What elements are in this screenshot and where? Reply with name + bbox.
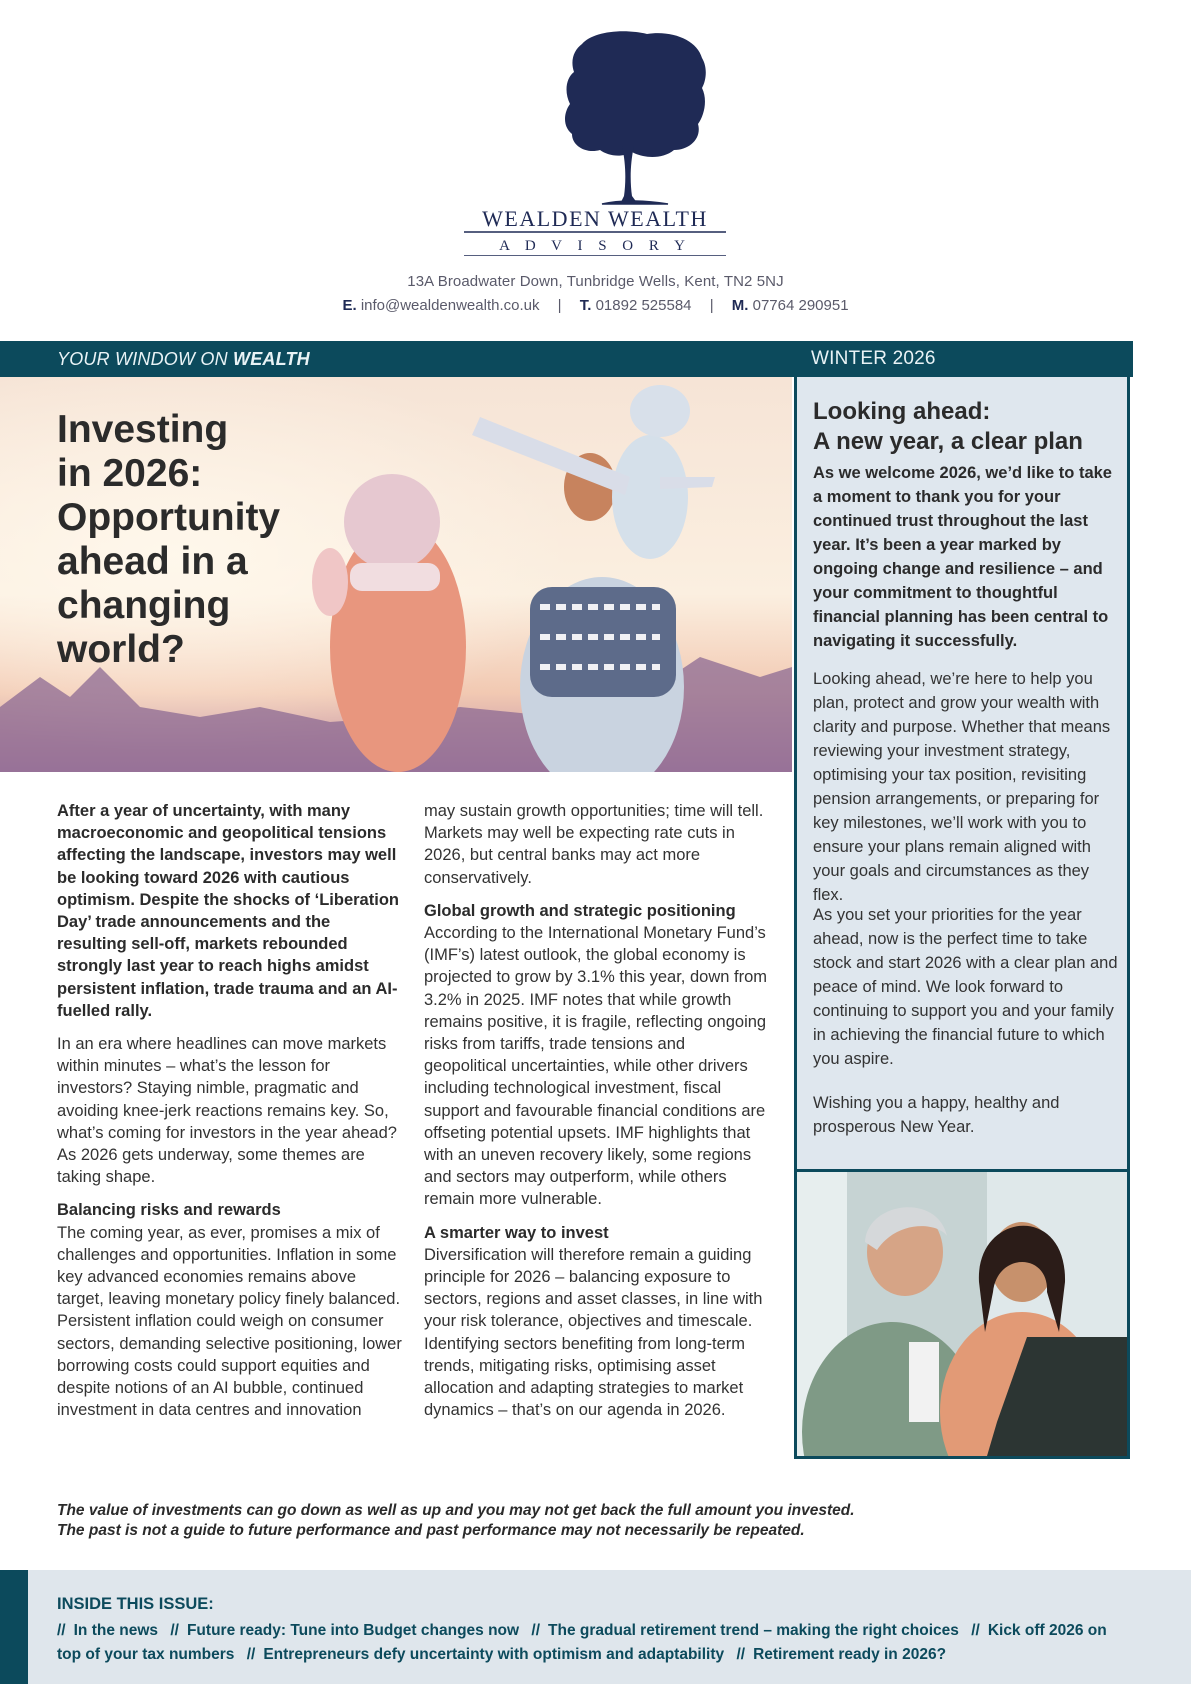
issue-contents-list bbox=[57, 1619, 1117, 1667]
tagline-emphasis: WEALTH bbox=[233, 349, 310, 369]
headline-line: changing bbox=[57, 584, 231, 627]
issue-item[interactable]: Kick off 2026 on top of your tax numbers bbox=[57, 1622, 1107, 1663]
footer-accent-bar bbox=[0, 1570, 28, 1684]
article-intro: In an era where headlines can move markets within minutes – what’s the lesson for investors? Staying nimble, pragmatic and avoiding knee-jerk reactions remains key. So, what’s coming for investors in the year ahead? As 2026 gets underway, some themes are taking shape. bbox=[57, 1035, 397, 1187]
risk-disclaimer bbox=[57, 1501, 855, 1541]
headline-line: Investing bbox=[57, 408, 229, 451]
headline-line: world? bbox=[57, 628, 185, 671]
email-link[interactable]: info@wealdenwealth.co.uk bbox=[360, 297, 540, 314]
panel-title-line: Looking ahead: bbox=[813, 398, 991, 425]
looking-ahead-panel bbox=[794, 377, 1130, 1172]
women-laptop-photo bbox=[797, 1172, 1127, 1456]
headline-line: ahead in a bbox=[57, 540, 248, 583]
phone-label: T. bbox=[579, 297, 592, 314]
separator: | bbox=[709, 297, 714, 314]
footer-heading: INSIDE THIS ISSUE: bbox=[57, 1595, 214, 1613]
advice-photo bbox=[794, 1172, 1130, 1459]
mobile-number[interactable]: 07764 290951 bbox=[752, 297, 849, 314]
tree-logo-icon bbox=[462, 26, 728, 256]
separator: // bbox=[531, 1622, 541, 1639]
article-lead: After a year of uncertainty, with many macroeconomic and geopolitical tensions affecting the landscape, investors may well be looking toward 2026 with cautious optimism. Despite the shocks of ‘Liberation Day’ trade announcements and the resulting sell-off, markets rebounded strongly last year to reach highs amidst persistent inflation, trade trauma and an AI-fuelled rally. bbox=[57, 802, 399, 1020]
article-column-2 bbox=[424, 800, 769, 1432]
panel-paragraph: As you set your priorities for the year ahead, now is the perfect time to take stock and start 2026 with a clear plan and peace of mind. We look forward to continuing to support you and your family in achieving the financial future to which you aspire. bbox=[813, 906, 1118, 1068]
edition-label: WINTER 2026 bbox=[811, 348, 936, 369]
mobile-label: M. bbox=[731, 297, 749, 314]
headline-line: Opportunity bbox=[57, 496, 281, 539]
issue-item[interactable]: Retirement ready in 2026? bbox=[753, 1646, 947, 1663]
section-heading: A smarter way to invest bbox=[424, 1223, 609, 1242]
masthead-banner bbox=[0, 341, 1133, 377]
logo-subtitle: A D V I S O R Y bbox=[499, 238, 691, 254]
headline-line: in 2026: bbox=[57, 452, 203, 495]
panel-lead: As we welcome 2026, we’d like to take a moment to thank you for your continued trust throughout the last year. It’s been a year marked by ongoing change and resilience – and your commitment to thoughtful financial planning has been central to navigating it successfully. bbox=[813, 464, 1112, 650]
issue-item[interactable]: The gradual retirement trend – making the right choices bbox=[548, 1622, 959, 1639]
issue-item[interactable]: In the news bbox=[73, 1622, 159, 1639]
separator: // bbox=[57, 1622, 66, 1639]
issue-item[interactable]: Future ready: Tune into Budget changes now bbox=[186, 1622, 520, 1639]
panel-paragraph: Looking ahead, we’re here to help you plan, protect and grow your wealth with clarity and purpose. Whether that means reviewing your investment strategy, optimising your tax position, revisiting pension arrangements, or preparing for key milestones, we’ll work with you to ensure your plans remain aligned with your goals and circumstances as they flex. bbox=[813, 670, 1111, 904]
separator: // bbox=[170, 1622, 179, 1639]
logo-wordmark: WEALDEN WEALTH bbox=[482, 206, 708, 231]
section-body-continued: may sustain growth opportunities; time will tell. Markets may well be expecting rate cuts in 2026, but central banks may act more conservatively. bbox=[424, 802, 764, 887]
hero-headline bbox=[57, 408, 280, 672]
company-address: 13A Broadwater Down, Tunbridge Wells, Kent, TN2 5NJ bbox=[407, 273, 784, 290]
contact-line bbox=[0, 297, 1191, 314]
disclaimer-line: The value of investments can go down as well as up and you may not get back the full amount you invested. bbox=[57, 1502, 855, 1519]
panel-paragraph: Wishing you a happy, healthy and prosperous New Year. bbox=[813, 1094, 1060, 1136]
disclaimer-line: The past is not a guide to future performance and past performance may not necessarily be repeated. bbox=[57, 1522, 805, 1539]
separator: // bbox=[971, 1622, 980, 1639]
phone-number[interactable]: 01892 525584 bbox=[595, 297, 692, 314]
panel-title-line: A new year, a clear plan bbox=[813, 428, 1083, 455]
section-body: According to the International Monetary Fund’s (IMF’s) latest outlook, the global economy is projected to grow by 3.1% this year, down from 3.2% in 2025. IMF notes that while growth remains positive, it is fragile, reflecting ongoing risks from tariffs, trade tensions and geopolitical uncertainties, while other drivers including technological investment, fiscal support and favourable financial conditions are offseting potential upsets. IMF highlights that with an uneven recovery likely, some regions and sectors may outperform, while others remain more vulnerable. bbox=[424, 924, 768, 1209]
section-heading: Global growth and strategic positioning bbox=[424, 901, 736, 920]
company-logo bbox=[462, 26, 728, 256]
issue-item[interactable]: Entrepreneurs defy uncertainty with optimism and adaptability bbox=[263, 1646, 725, 1663]
separator: // bbox=[246, 1646, 256, 1663]
tagline-prefix: YOUR WINDOW ON bbox=[57, 349, 233, 369]
section-heading: Balancing risks and rewards bbox=[57, 1201, 281, 1220]
section-body: The coming year, as ever, promises a mix of challenges and opportunities. Inflation in some key advanced economies remains above target, leaving monetary policy finely balanced. Persistent inflation could weigh on consumer sectors, demanding selective positioning, lower borrowing costs could support equities and despite notions of an AI bubble, continued investment in data centres and innovation bbox=[57, 1223, 402, 1420]
article-column-1 bbox=[57, 800, 402, 1432]
separator: | bbox=[557, 297, 562, 314]
panel-title bbox=[813, 397, 1083, 457]
email-label: E. bbox=[342, 297, 357, 314]
tagline bbox=[57, 349, 310, 370]
section-body: Diversification will therefore remain a guiding principle for 2026 – balancing exposure to sectors, regions and asset classes, in line with your risk tolerance, objectives and timescale. Identifying sectors benefiting from long-term trends, mitigating risks, optimising asset allocation and adapting strategies to market dynamics – that’s on our agenda in 2026. bbox=[424, 1245, 763, 1420]
separator: // bbox=[736, 1646, 746, 1663]
